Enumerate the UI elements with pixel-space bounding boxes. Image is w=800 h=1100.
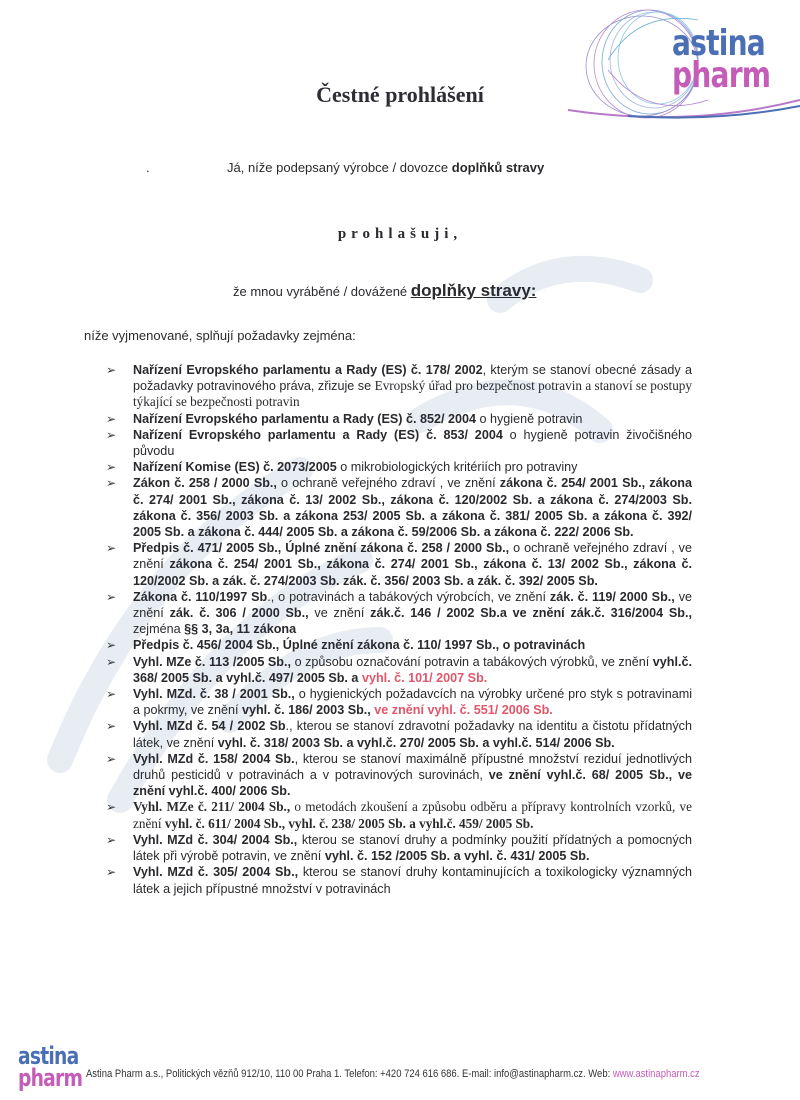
regulation-text-segment: vyhl. č. 186/ 2003 Sb., (241, 703, 375, 718)
arrow-bullet-icon: ➢ (106, 460, 117, 475)
regulation-text-segment: Zákona č. 110/1997 Sb (133, 589, 268, 604)
regulation-item (106, 751, 692, 800)
stray-dot: . (146, 160, 150, 175)
regulation-item (106, 411, 692, 427)
regulation-text-segment: o ochraně veřejného zdraví , ve znění (133, 541, 692, 572)
regulation-text-segment: Vyhl. MZd č. 158/ 2004 Sb. (133, 751, 295, 766)
arrow-bullet-icon: ➢ (106, 751, 117, 766)
regulation-text-segment: zákona č. 254/ 2001 Sb., zákona č. 274/ 2001 Sb., zákona č. 13/ 2002 Sb., zákona č. 120/2002 Sb. a zák. č. 274/2003 Sb. zák. č. 356/ 2003 Sb. a zák. č. 392/ 2005 Sb. (133, 557, 693, 588)
arrow-bullet-icon: ➢ (106, 589, 117, 604)
regulation-text-segment: ve znění vyhl.č. 68/ 2005 Sb., ve znění vyhl.č. 400/ 2006 Sb. (133, 768, 693, 799)
arrow-bullet-icon: ➢ (106, 719, 117, 734)
document-title: Čestné prohlášení (316, 82, 484, 107)
regulation-text-segment: ., kterou se stanoví zdravotní požadavky na identitu a čistotu přídatných látek, ve znění (133, 719, 692, 750)
arrow-bullet-icon: ➢ (106, 363, 117, 377)
regulation-text-segment: Vyhl. MZe č. 211/ 2004 Sb., (133, 799, 291, 815)
regulation-text-segment: o způsobu označování potravin a tabákových výrobků, ve znění (291, 654, 653, 669)
regulation-text-segment: zák. č. 119/ 2000 Sb., (549, 589, 675, 604)
regulation-item (106, 718, 692, 750)
regulation-text-segment: Předpis č. 471/ 2005 Sb., Úplné znění zákona č. 258 / 2000 Sb., (133, 541, 510, 556)
arrow-bullet-icon: ➢ (106, 427, 117, 442)
footer-company: Astina Pharm a.s., Politických vězňů 912/10, 110 00 Praha 1. (86, 1068, 342, 1080)
regulation-text-segment: zákona č. 254/ 2001 Sb., zákona č. 274/ 2001 Sb., zákona č. 13/ 2002 Sb., zákona č. 120/2002 Sb. a zákona č. 274/2003 Sb. zákona č. 356/ 2003 Sb. a zákona 253/ 2005 Sb. a zákona č. 381/ 2005 Sb. a zákona č. 392/ 2005 Sb. a zákona č. 444/ 2005 Sb. a zákona č. 59/2006 Sb. a zákona č. 222/ 2006 Sb. (133, 476, 692, 540)
regulation-text-segment: ., o potravinách a tabákových výrobcích, ve znění (267, 589, 550, 604)
footer-phone-label: Telefon: (344, 1068, 378, 1080)
regulation-item (106, 475, 692, 540)
regulation-text-segment: vyhl. č. 101/ 2007 Sb. (361, 670, 488, 685)
footer-contact (86, 1068, 700, 1080)
arrow-bullet-icon: ➢ (106, 541, 117, 556)
footer-web-label: Web: (588, 1068, 611, 1080)
product-text: že mnou vyráběné / dovážené (233, 284, 411, 299)
regulation-item (106, 540, 692, 589)
arrow-bullet-icon: ➢ (106, 476, 117, 491)
regulation-list (106, 362, 692, 897)
footer-email[interactable]: info@astinapharm.cz. (494, 1068, 586, 1080)
regulation-item (106, 832, 692, 864)
footer-phone: +420 724 616 686. (380, 1068, 460, 1080)
arrow-bullet-icon: ➢ (106, 687, 117, 702)
regulation-text-segment: , kterým se stanoví obecné zásady a požadavky potravinového práva, zřizuje se (133, 363, 692, 394)
regulation-item (106, 799, 692, 831)
arrow-bullet-icon: ➢ (106, 800, 117, 815)
regulation-text-segment: Nařízení Evropského parlamentu a Rady (ES) č. 853/ 2004 (133, 427, 503, 442)
declare-heading: prohlašuji, (337, 226, 463, 242)
regulation-text-segment: Vyhl. MZd č. 305/ 2004 Sb., (133, 865, 299, 880)
regulation-text-segment: zák. č. 306 / 2000 Sb., (169, 606, 309, 621)
regulation-text-segment: vyhl. č. 611/ 2004 Sb., vyhl. č. 238/ 2005 Sb. a vyhl.č. 459/ 2005 Sb. (164, 815, 534, 831)
regulation-text-segment: vyhl. č. 318/ 2003 Sb. a vyhl.č. 270/ 2005 Sb. a vyhl.č. 514/ 2006 Sb. (217, 735, 615, 750)
regulation-item (106, 864, 692, 896)
regulation-text-segment: vyhl.č. 368/ 2005 Sb. a vyhl.č. 497/ 2005 Sb. a (133, 654, 692, 685)
regulation-text-segment: Předpis č. 456/ 2004 Sb., Úplné znění zákona č. 110/ 1997 Sb., o potravinách (133, 638, 586, 653)
declarant-bold: doplňků stravy (451, 160, 545, 175)
regulation-text-segment: zejména (133, 622, 185, 637)
product-line (233, 281, 536, 301)
footer-web-link[interactable]: www.astinapharm.cz (612, 1068, 700, 1080)
regulation-text-segment: Nařízení Evropského parlamentu a Rady (ES) č. 852/ 2004 (133, 411, 476, 426)
regulation-item (106, 654, 692, 686)
regulation-text-segment: , kterou se stanoví maximálně přípustné množství reziduí jednotlivých druhů pesticidů v potravinách a v potravinových surovinách, (133, 751, 692, 783)
regulation-item (106, 589, 692, 638)
regulation-item (106, 459, 692, 475)
declarant-text: Já, níže podepsaný výrobce / dovozce (227, 160, 452, 175)
arrow-bullet-icon: ➢ (106, 411, 117, 426)
regulation-item (106, 427, 692, 459)
regulation-text-segment: kterou se stanoví druhy a podmínky použití přídatných a pomocných látek při výrobě potravin, ve znění (133, 832, 692, 864)
arrow-bullet-icon: ➢ (106, 638, 117, 653)
regulation-text-segment: vyhl. č. 152 /2005 Sb. a vyhl. č. 431/ 2005 Sb. (324, 849, 590, 864)
regulation-text-segment: zák.č. 146 / 2002 Sb.a ve znění zák.č. 316/2004 Sb., (370, 606, 692, 621)
regulation-text-segment: Zákon č. 258 / 2000 Sb., (133, 476, 277, 491)
regulation-text-segment: Vyhl. MZe č. 113 /2005 Sb., (133, 654, 292, 669)
regulation-text-segment: o hygieně potravin (475, 411, 583, 426)
regulation-text-segment: Evropský úřad pro bezpečnost potravin a stanoví se postupy týkající se bezpečnosti potravin (133, 378, 692, 410)
declarant-line (227, 160, 544, 175)
regulation-text-segment: o mikrobiologických kritériích pro potraviny (336, 460, 578, 475)
regulation-text-segment: Nařízení Komise (ES) č. 2073/2005 (133, 460, 337, 475)
logo-word-pharm: pharm (18, 1063, 83, 1092)
regulation-text-segment: Nařízení Evropského parlamentu a Rady (ES) č. 178/ 2002 (133, 363, 483, 377)
regulation-text-segment: o metodách zkoušení a způsobu odběru a přípravy kontrolních vzorků, ve znění (133, 799, 692, 831)
brand-logo-footer (18, 1042, 83, 1092)
regulation-text-segment: ve znění (308, 606, 371, 621)
regulation-item (106, 686, 692, 718)
arrow-bullet-icon: ➢ (106, 654, 117, 669)
intro-text: níže vyjmenované, splňují požadavky zejména: (84, 328, 356, 343)
regulation-text-segment: Vyhl. MZd. č. 38 / 2001 Sb., (133, 687, 295, 702)
product-highlight: doplňky stravy: (410, 281, 537, 300)
regulation-text-segment: ve znění (133, 589, 692, 621)
regulation-text-segment: Vyhl. MZd č. 54 / 2002 Sb (133, 719, 286, 734)
regulation-text-segment: kterou se stanoví druhy kontaminujících a toxikologicky významných látek a jejich přípustné množství v potravinách (133, 865, 692, 896)
regulation-item (106, 362, 692, 411)
regulation-text-segment: o hygienických požadavcích na výrobky určené pro styk s potravinami a pokrmy, ve znění (133, 687, 692, 718)
regulation-text-segment: o hygieně potravin živočišného původu (133, 427, 692, 459)
footer-email-label: E-mail: (461, 1068, 492, 1080)
regulation-item (106, 637, 692, 653)
logo-word-astina: astina (18, 1042, 79, 1070)
arrow-bullet-icon: ➢ (106, 832, 117, 847)
regulation-text-segment: o ochraně veřejného zdraví , ve znění (276, 476, 500, 491)
regulation-text-segment: §§ 3, 3a, 11 zákona (184, 622, 297, 637)
logo-word-pharm: pharm (672, 55, 771, 97)
logo-word-astina: astina (672, 23, 765, 64)
regulation-text-segment: ve znění vyhl. č. 551/ 2006 Sb. (374, 703, 553, 718)
regulation-text-segment: Vyhl. MZd č. 304/ 2004 Sb., (133, 832, 298, 847)
arrow-bullet-icon: ➢ (106, 865, 117, 880)
